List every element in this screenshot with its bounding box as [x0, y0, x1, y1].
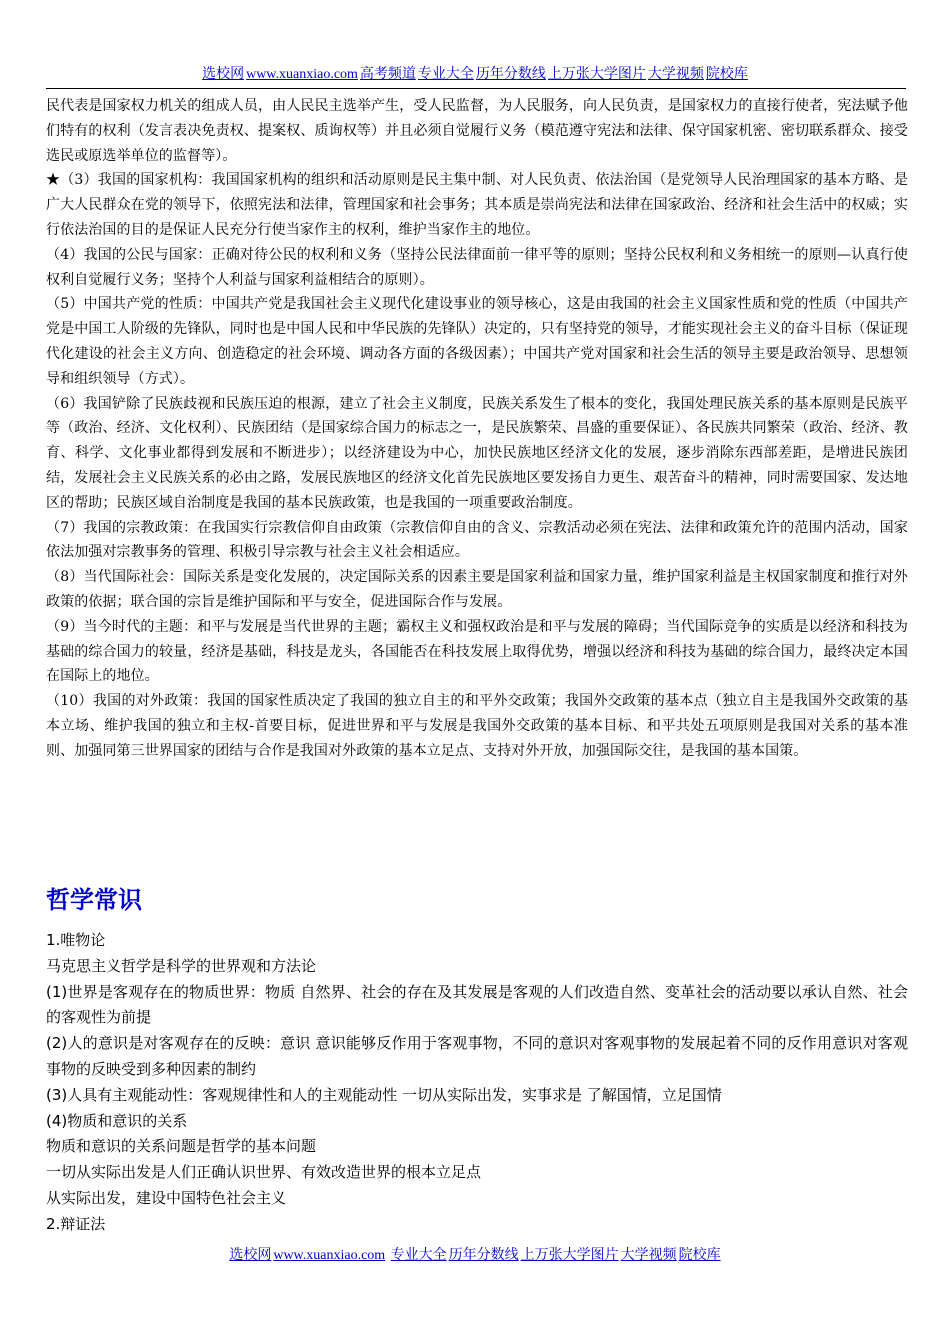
philosophy-section: [46, 928, 908, 1238]
footer-link-website[interactable]: www.xuanxiao.com: [273, 1248, 386, 1263]
footer-link-majors[interactable]: 专业大全: [390, 1248, 447, 1263]
footer-link-photos[interactable]: 上万张大学图片: [520, 1248, 619, 1263]
header-link-scores[interactable]: 历年分数线: [475, 67, 546, 82]
header-link-xuanxiao[interactable]: 选校网: [202, 67, 245, 82]
header-link-colleges[interactable]: 院校库: [705, 67, 748, 82]
paragraph-international-society: （8）当代国际社会：国际关系是变化发展的，决定国际关系的因素主要是国家利益和国家力量，维护国家利益是主权国家制度和推行对外政策的依据；联合国的宗旨是维护国际和平与安全，促进国际合作与发展。: [46, 569, 908, 610]
page-footer: [0, 1247, 950, 1265]
header-link-photos[interactable]: 上万张大学图片: [547, 67, 646, 82]
paragraph-foreign-policy: （10）我国的对外政策：我国的国家性质决定了我国的独立自主的和平外交政策；我国外交政策的基本点（独立自主是我国外交政策的基本立场、维护我国的独立和主权-首要目标，促进世界和平与发展是我国外交政策的基本目标、和平共处五项原则是我国对关系的基本准则、加强同第三世界国家的团结与合作是我国对外政策的基本立足点、支持对外开放，加强国际交往，是我国的基本国策。: [46, 693, 908, 759]
footer-link-videos[interactable]: 大学视频: [620, 1248, 677, 1263]
paragraph-citizen-state: （4）我国的公民与国家：正确对待公民的权利和义务（坚持公民法律面前一律平等的原则；坚持公民权利和义务相统一的原则—认真行使权利自觉履行义务；坚持个人利益与国家利益相结合的原则）。: [46, 246, 908, 288]
paragraph-ethnic-policy: （6）我国铲除了民族歧视和民族压迫的根源，建立了社会主义制度，民族关系发生了根本的变化，我国处理民族关系的基本原则是民族平等（政治、经济、文化权利）、民族团结（是国家综合国力的标志之一，是民族繁荣、昌盛的重要保证）、各民族共同繁荣（政治、经济、教育、科学、文化事业都得到发展和不断进步）；以经济建设为中心，加快民族地区经济文化的发展，逐步消除东西部差距，是增进民族团结，发展社会主义民族关系的必由之路，发展民族地区的经济文化首先民族地区要发扬自力更生、艰苦奋斗的精神，同时需要国家、发达地区的帮助；民族区域自治制度是我国的基本民族政策，也是我国的一项重要政治制度。: [46, 395, 908, 511]
header-divider: [46, 88, 906, 89]
header-link-majors[interactable]: 专业大全: [417, 67, 474, 82]
paragraph-people-representatives: 民代表是国家权力机关的组成人员，由人民民主选举产生，受人民监督，为人民服务，向人民负责，是国家权力的直接行使者，宪法赋予他们特有的权利（发言表决免责权、提案权、质询权等）并且必须自觉履行义务（模范遵守宪法和法律、保守国家机密、密切联系群众、接受选民或原选举单位的监督等）。: [46, 98, 908, 164]
philosophy-line: 从实际出发，建设中国特色社会主义: [46, 1188, 287, 1207]
header-link-gaokao[interactable]: 高考频道: [359, 67, 416, 82]
philosophy-line: 物质和意识的关系问题是哲学的基本问题: [46, 1137, 317, 1156]
paragraph-era-theme: （9）当今时代的主题：和平与发展是当代世界的主题；霸权主义和强权政治是和平与发展的障碍；当代国际竞争的实质是以经济和科技为基础的综合国力的较量，经济是基础，科技是龙头，各国能否在科技发展上取得优势，增强以经济和科技为基础的综合国力，最终决定本国在国际上的地位。: [46, 618, 908, 685]
page-header: [0, 66, 950, 84]
section-title-philosophy: 哲学常识: [46, 886, 142, 914]
philosophy-line: 2.辩证法: [46, 1214, 106, 1233]
philosophy-line: (2)人的意识是对客观存在的反映：意识 意识能够反作用于客观事物，不同的意识对客观事物的发展起着不同的反作用意识对客观事物的反映受到多种因素的制约: [46, 1034, 908, 1078]
philosophy-line: 一切从实际出发是人们正确认识世界、有效改造世界的根本立足点: [46, 1163, 482, 1182]
philosophy-line: (1)世界是客观存在的物质世界：物质 自然界、社会的存在及其发展是客观的人们改造自然、变革社会的活动要以承认自然、社会的客观性为前提: [46, 982, 908, 1027]
header-link-videos[interactable]: 大学视频: [647, 67, 704, 82]
paragraph-religion-policy: （7）我国的宗教政策：在我国实行宗教信仰自由政策（宗教信仰自由的含义、宗教活动必须在宪法、法律和政策允许的范围内活动，国家依法加强对宗教事务的管理、积极引导宗教与社会主义社会相适应。: [46, 519, 908, 561]
footer-link-xuanxiao[interactable]: 选校网: [229, 1248, 272, 1263]
header-link-website[interactable]: www.xuanxiao.com: [246, 67, 358, 82]
footer-link-scores[interactable]: 历年分数线: [448, 1248, 519, 1263]
philosophy-line: (3)人具有主观能动性：客观规律性和人的主观能动性 一切从实际出发，实事求是 了解国情，立足国情: [46, 1085, 722, 1104]
paragraph-state-organs: ★（3）我国的国家机构：我国国家机构的组织和活动原则是民主集中制、对人民负责、依法治国（是党领导人民治理国家的基本方略、是广大人民群众在党的领导下，依照宪法和法律，管理国家和社会事务；其本质是崇尚宪法和法律在国家政治、经济和社会生活中的权威；实行依法治国的目的是保证人民充分行使当家作主的权利，维护当家作主的地位。: [46, 172, 908, 238]
document-body: [46, 94, 908, 764]
philosophy-line: 1.唯物论: [46, 931, 106, 949]
paragraph-party-nature: （5）中国共产党的性质：中国共产党是我国社会主义现代化建设事业的领导核心，这是由我国的社会主义国家性质和党的性质（中国共产党是中国工人阶级的先锋队，同时也是中国人民和中华民族的先锋队）决定的，只有坚持党的领导，才能实现社会主义的奋斗目标（保证现代化建设的社会主义方向、创造稳定的社会环境、调动各方面的各级因素）；中国共产党对国家和社会生活的领导主要是政治领导、思想领导和组织领导（方式）。: [46, 296, 908, 387]
philosophy-line: (4)物质和意识的关系: [46, 1111, 188, 1130]
footer-link-colleges[interactable]: 院校库: [678, 1248, 721, 1263]
philosophy-line: 马克思主义哲学是科学的世界观和方法论: [46, 956, 317, 975]
